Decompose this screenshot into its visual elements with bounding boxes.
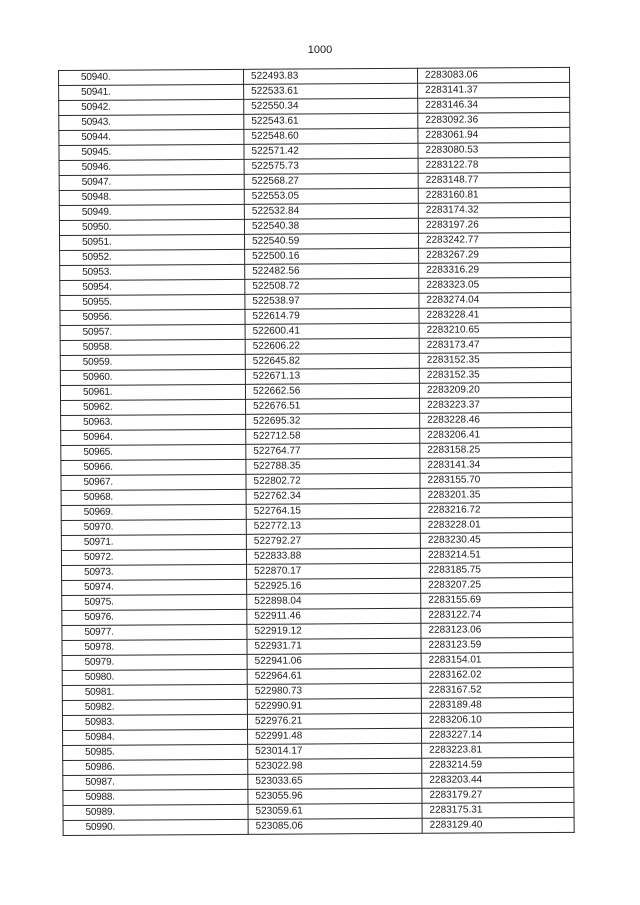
point-number-cell: 50956. (60, 309, 245, 325)
point-number-cell: 50946. (59, 159, 244, 175)
x-coordinate-cell: 522695.32 (246, 413, 420, 429)
x-coordinate-cell: 522925.16 (247, 578, 421, 594)
point-number-cell: 50982. (62, 699, 247, 715)
point-number-cell: 50988. (63, 789, 248, 805)
y-coordinate-cell: 2283223.81 (422, 742, 574, 758)
x-coordinate-cell: 522941.06 (247, 653, 421, 669)
y-coordinate-cell: 2283206.41 (420, 427, 572, 443)
y-coordinate-cell: 2283148.77 (418, 172, 570, 188)
x-coordinate-cell: 522568.27 (244, 173, 418, 189)
x-coordinate-cell: 522676.51 (246, 398, 420, 414)
x-coordinate-cell: 522606.22 (245, 338, 419, 354)
y-coordinate-cell: 2283155.69 (421, 592, 573, 608)
x-coordinate-cell: 523022.98 (248, 758, 422, 774)
point-number-cell: 50990. (63, 819, 248, 835)
y-coordinate-cell: 2283179.27 (422, 787, 574, 803)
point-number-cell: 50957. (60, 324, 245, 340)
x-coordinate-cell: 522553.05 (244, 188, 418, 204)
x-coordinate-cell: 522540.38 (244, 218, 418, 234)
x-coordinate-cell: 522772.13 (246, 518, 420, 534)
point-number-cell: 50986. (63, 759, 248, 775)
point-number-cell: 50983. (62, 714, 247, 730)
y-coordinate-cell: 2283123.59 (421, 637, 573, 653)
y-coordinate-cell: 2283154.01 (421, 652, 573, 668)
y-coordinate-cell: 2283122.78 (418, 157, 570, 173)
y-coordinate-cell: 2283167.52 (421, 682, 573, 698)
point-number-cell: 50950. (59, 219, 244, 235)
x-coordinate-cell: 522976.21 (247, 713, 421, 729)
y-coordinate-cell: 2283123.06 (421, 622, 573, 638)
point-number-cell: 50970. (61, 519, 246, 535)
point-number-cell: 50949. (59, 204, 244, 220)
y-coordinate-cell: 2283146.34 (418, 97, 570, 113)
point-number-cell: 50941. (59, 84, 244, 100)
coordinates-table-body (59, 67, 575, 835)
y-coordinate-cell: 2283160.81 (418, 187, 570, 203)
x-coordinate-cell: 522911.46 (247, 608, 421, 624)
point-number-cell: 50969. (61, 504, 246, 520)
point-number-cell: 50952. (60, 249, 245, 265)
point-number-cell: 50980. (62, 669, 247, 685)
y-coordinate-cell: 2283162.02 (421, 667, 573, 683)
point-number-cell: 50958. (60, 339, 245, 355)
y-coordinate-cell: 2283189.48 (421, 697, 573, 713)
y-coordinate-cell: 2283175.31 (422, 802, 574, 818)
y-coordinate-cell: 2283122.74 (421, 607, 573, 623)
x-coordinate-cell: 522548.60 (244, 128, 418, 144)
y-coordinate-cell: 2283092.36 (418, 112, 570, 128)
y-coordinate-cell: 2283141.37 (418, 82, 570, 98)
x-coordinate-cell: 522762.34 (246, 488, 420, 504)
x-coordinate-cell: 522870.17 (247, 563, 421, 579)
y-coordinate-cell: 2283316.29 (419, 262, 571, 278)
y-coordinate-cell: 2283207.25 (421, 577, 573, 593)
y-coordinate-cell: 2283223.37 (420, 397, 572, 413)
x-coordinate-cell: 522764.77 (246, 443, 420, 459)
x-coordinate-cell: 522550.34 (244, 98, 418, 114)
x-coordinate-cell: 522645.82 (245, 353, 419, 369)
point-number-cell: 50955. (60, 294, 245, 310)
x-coordinate-cell: 522833.88 (246, 548, 420, 564)
point-number-cell: 50974. (62, 579, 247, 595)
y-coordinate-cell: 2283206.10 (421, 712, 573, 728)
y-coordinate-cell: 2283214.59 (422, 757, 574, 773)
y-coordinate-cell: 2283216.72 (420, 502, 572, 518)
x-coordinate-cell: 522712.58 (246, 428, 420, 444)
point-number-cell: 50966. (61, 459, 246, 475)
point-number-cell: 50965. (61, 444, 246, 460)
x-coordinate-cell: 523055.96 (248, 788, 422, 804)
y-coordinate-cell: 2283083.06 (417, 67, 569, 83)
y-coordinate-cell: 2283080.53 (418, 142, 570, 158)
x-coordinate-cell: 522764.15 (246, 503, 420, 519)
point-number-cell: 50940. (59, 69, 244, 85)
point-number-cell: 50953. (60, 264, 245, 280)
x-coordinate-cell: 522575.73 (244, 158, 418, 174)
y-coordinate-cell: 2283210.65 (419, 322, 571, 338)
point-number-cell: 50942. (59, 99, 244, 115)
y-coordinate-cell: 2283158.25 (420, 442, 572, 458)
x-coordinate-cell: 522991.48 (248, 728, 422, 744)
x-coordinate-cell: 523059.61 (248, 803, 422, 819)
y-coordinate-cell: 2283129.40 (422, 817, 574, 833)
point-number-cell: 50973. (62, 564, 247, 580)
x-coordinate-cell: 522931.71 (247, 638, 421, 654)
y-coordinate-cell: 2283274.04 (419, 292, 571, 308)
point-number-cell: 50987. (63, 774, 248, 790)
y-coordinate-cell: 2283152.35 (419, 367, 571, 383)
y-coordinate-cell: 2283230.45 (420, 532, 572, 548)
y-coordinate-cell: 2283155.70 (420, 472, 572, 488)
y-coordinate-cell: 2283323.05 (419, 277, 571, 293)
x-coordinate-cell: 522898.04 (247, 593, 421, 609)
x-coordinate-cell: 522540.59 (245, 233, 419, 249)
y-coordinate-cell: 2283141.34 (420, 457, 572, 473)
x-coordinate-cell: 522671.13 (245, 368, 419, 384)
x-coordinate-cell: 522802.72 (246, 473, 420, 489)
x-coordinate-cell: 522792.27 (246, 533, 420, 549)
y-coordinate-cell: 2283227.14 (422, 727, 574, 743)
point-number-cell: 50985. (63, 744, 248, 760)
x-coordinate-cell: 522532.84 (244, 203, 418, 219)
x-coordinate-cell: 522990.91 (247, 698, 421, 714)
x-coordinate-cell: 522482.56 (245, 263, 419, 279)
point-number-cell: 50977. (62, 624, 247, 640)
point-number-cell: 50962. (61, 399, 246, 415)
y-coordinate-cell: 2283203.44 (422, 772, 574, 788)
point-number-cell: 50978. (62, 639, 247, 655)
x-coordinate-cell: 522919.12 (247, 623, 421, 639)
point-number-cell: 50963. (61, 414, 246, 430)
point-number-cell: 50971. (61, 534, 246, 550)
y-coordinate-cell: 2283152.35 (419, 352, 571, 368)
x-coordinate-cell: 522533.61 (244, 83, 418, 99)
point-number-cell: 50964. (61, 429, 246, 445)
y-coordinate-cell: 2283173.47 (419, 337, 571, 353)
y-coordinate-cell: 2283267.29 (419, 247, 571, 263)
point-number-cell: 50967. (61, 474, 246, 490)
y-coordinate-cell: 2283228.01 (420, 517, 572, 533)
point-number-cell: 50968. (61, 489, 246, 505)
x-coordinate-cell: 522538.97 (245, 293, 419, 309)
y-coordinate-cell: 2283242.77 (419, 232, 571, 248)
x-coordinate-cell: 522788.35 (246, 458, 420, 474)
y-coordinate-cell: 2283214.51 (420, 547, 572, 563)
page-number: 1000 (307, 44, 333, 56)
x-coordinate-cell: 523033.65 (248, 773, 422, 789)
x-coordinate-cell: 522493.83 (243, 68, 417, 84)
x-coordinate-cell: 522614.79 (245, 308, 419, 324)
x-coordinate-cell: 523014.17 (248, 743, 422, 759)
y-coordinate-cell: 2283228.46 (420, 412, 572, 428)
table-row (63, 817, 574, 835)
x-coordinate-cell: 522508.72 (245, 278, 419, 294)
point-number-cell: 50943. (59, 114, 244, 130)
point-number-cell: 50960. (60, 369, 245, 385)
y-coordinate-cell: 2283185.75 (421, 562, 573, 578)
x-coordinate-cell: 522500.16 (245, 248, 419, 264)
x-coordinate-cell: 522571.42 (244, 143, 418, 159)
x-coordinate-cell: 522964.61 (247, 668, 421, 684)
y-coordinate-cell: 2283201.35 (420, 487, 572, 503)
y-coordinate-cell: 2283228.41 (419, 307, 571, 323)
x-coordinate-cell: 522543.61 (244, 113, 418, 129)
point-number-cell: 50945. (59, 144, 244, 160)
point-number-cell: 50947. (59, 174, 244, 190)
point-number-cell: 50948. (59, 189, 244, 205)
point-number-cell: 50981. (62, 684, 247, 700)
point-number-cell: 50979. (62, 654, 247, 670)
x-coordinate-cell: 522980.73 (247, 683, 421, 699)
point-number-cell: 50959. (60, 354, 245, 370)
y-coordinate-cell: 2283061.94 (418, 127, 570, 143)
x-coordinate-cell: 522662.56 (245, 383, 419, 399)
point-number-cell: 50961. (60, 384, 245, 400)
point-number-cell: 50989. (63, 804, 248, 820)
y-coordinate-cell: 2283209.20 (419, 382, 571, 398)
point-number-cell: 50951. (60, 234, 245, 250)
point-number-cell: 50972. (61, 549, 246, 565)
x-coordinate-cell: 522600.41 (245, 323, 419, 339)
y-coordinate-cell: 2283197.26 (418, 217, 570, 233)
point-number-cell: 50954. (60, 279, 245, 295)
point-number-cell: 50944. (59, 129, 244, 145)
point-number-cell: 50976. (62, 609, 247, 625)
point-number-cell: 50975. (62, 594, 247, 610)
coordinates-table (58, 67, 575, 836)
point-number-cell: 50984. (63, 729, 248, 745)
x-coordinate-cell: 523085.06 (248, 818, 422, 834)
y-coordinate-cell: 2283174.32 (418, 202, 570, 218)
